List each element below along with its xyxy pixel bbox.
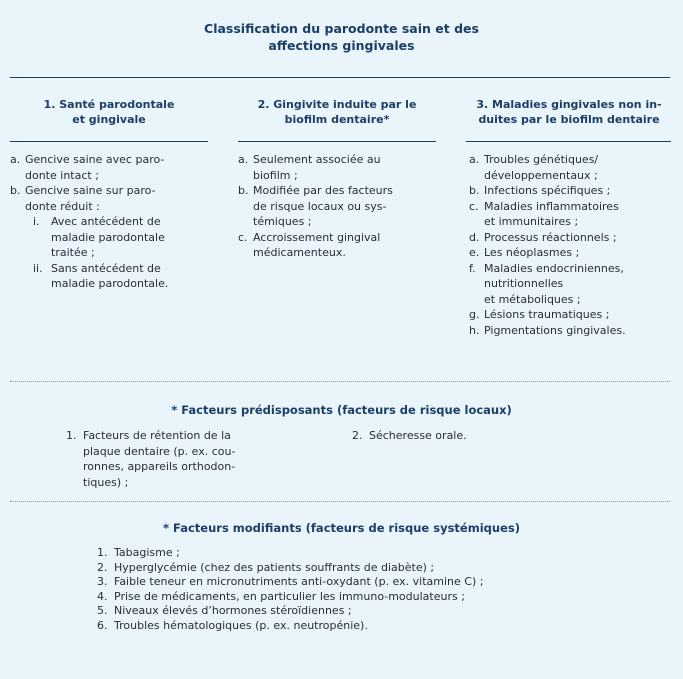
list-item: 2. Hyperglycémie (chez des patients souffrants de diabète) ; bbox=[97, 560, 435, 574]
column-1-list bbox=[10, 152, 220, 292]
column-2-rule bbox=[238, 141, 436, 142]
sub-list-item: ii. Sans antécédent de maladie parodontale. bbox=[33, 261, 169, 290]
predisposing-heading: * Facteurs prédisposants (facteurs de risque locaux) bbox=[171, 403, 512, 417]
column-2-heading: 2. Gingivite induite par le biofilm dentaire* bbox=[257, 98, 417, 126]
title-line-2: affections gingivales bbox=[268, 38, 415, 53]
list-item: e. Les néoplasmes ; bbox=[469, 246, 580, 259]
list-item: a. Troubles génétiques/ développementaux ; bbox=[469, 153, 599, 182]
title-divider bbox=[10, 77, 670, 78]
modifying-list bbox=[97, 546, 483, 634]
list-item: g. Lésions traumatiques ; bbox=[469, 308, 610, 321]
list-item: 6. Troubles hématologiques (p. ex. neutropénie). bbox=[97, 618, 368, 632]
list-item: c. Accroissement gingival médicamenteux. bbox=[238, 230, 381, 259]
column-1-rule bbox=[10, 141, 208, 142]
column-2-list bbox=[238, 152, 448, 261]
predisposing-item-2: 2. Sécheresse orale. bbox=[352, 429, 467, 442]
list-item: 3. Faible teneur en micronutriments anti-oxydant (p. ex. vitamine C) ; bbox=[97, 575, 484, 589]
predisposing-item-1: 1. Facteurs de rétention de la plaque dentaire (p. ex. cou- ronnes, appareils orthodon- tiques) ; bbox=[66, 429, 236, 489]
list-item: 1. Tabagisme ; bbox=[97, 546, 180, 559]
list-item: b. Gencive saine sur paro- donte réduit : bbox=[10, 184, 156, 213]
list-item: a. Gencive saine avec paro- donte intact ; bbox=[10, 153, 165, 182]
modifying-heading: * Facteurs modifiants (facteurs de risque systémiques) bbox=[163, 521, 520, 535]
column-1-heading: 1. Santé parodontale et gingivale bbox=[43, 98, 175, 126]
list-item: h. Pigmentations gingivales. bbox=[469, 323, 626, 337]
list-item: d. Processus réactionnels ; bbox=[469, 230, 617, 244]
column-3-list bbox=[469, 152, 681, 338]
title-line-1: Classification du parodonte sain et des bbox=[204, 21, 479, 36]
list-item: b. Infections spécifiques ; bbox=[469, 184, 611, 197]
list-item: f. Maladies endocriniennes, nutritionnelles et métaboliques ; bbox=[469, 261, 624, 306]
column-3-rule bbox=[466, 141, 671, 142]
column-3-heading: 3. Maladies gingivales non in- duites par le biofilm dentaire bbox=[476, 98, 662, 126]
dotted-divider-2 bbox=[10, 501, 670, 502]
figure-title bbox=[0, 20, 683, 54]
list-item: c. Maladies inflammatoires et immunitaires ; bbox=[469, 199, 619, 228]
dotted-divider-1 bbox=[10, 381, 670, 382]
list-item: a. Seulement associée au biofilm ; bbox=[238, 153, 381, 182]
sub-list-item: i. Avec antécédent de maladie parodontale traitée ; bbox=[33, 215, 165, 259]
list-item: 4. Prise de médicaments, en particulier les immuno-modulateurs ; bbox=[97, 589, 465, 603]
list-item: b. Modifiée par des facteurs de risque locaux ou sys- témiques ; bbox=[238, 184, 393, 228]
list-item: 5. Niveaux élevés d’hormones stéroïdiennes ; bbox=[97, 604, 352, 618]
